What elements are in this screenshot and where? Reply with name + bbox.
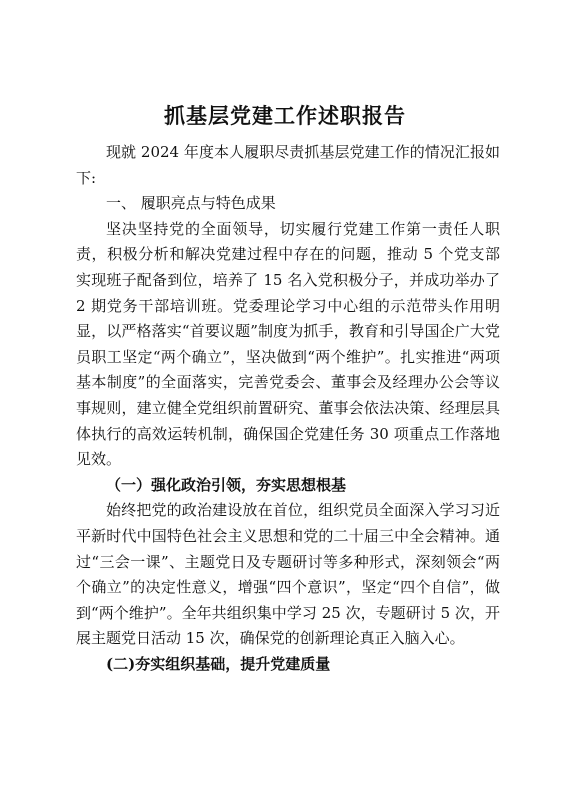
document-title: 抓基层党建工作述职报告: [164, 103, 406, 128]
subsection-heading-2: (二)夯实组织基础，提升党建质量: [106, 654, 331, 673]
section-paragraph-1: 坚决坚持党的全面领导，切实履行党建工作第一责任人职责，积极分析和解决党建过程中存在的问题，推动 5 个党支部实现班子配备到位，培养了 15 名入党积极分子，并成功举办了 2 期党务干部培训班。党委理论学习中心组的示范带头作用明显，以严格落实“首要议题”制度为抓手，教育和引导国企广大党员职工坚定“两个确立”，坚决做到“两个维护”。扎实推进“两项基本制度”的全面落实，完善党委会、董事会及经理办公会等议事规则，建立健全党组织前置研究、董事会依法决策、经理层具体执行的高效运转机制，确保国企党建任务 30 项重点工作落地见效。: [76, 219, 500, 469]
subsection-paragraph-1: 始终把党的政治建设放在首位，组织党员全面深入学习习近平新时代中国特色社会主义思想和党的二十届三中全会精神。通过“三会一课”、主题党日及专题研讨等多种形式，深刻领会“两个确立”的决定性意义，增强“四个意识”，坚定“四个自信”，做到“两个维护”。全年共组织集中学习 25 次，专题研讨 5 次，开展主题党日活动 15 次，确保党的创新理论真正入脑入心。: [76, 501, 500, 648]
subsection-heading-1: （一）强化政治引领，夯实思想根基: [106, 475, 347, 494]
section-heading-1: 一、 履职亮点与特色成果: [106, 194, 276, 213]
document-body: [76, 140, 500, 677]
intro-paragraph: 现就 2024 年度本人履职尽责抓基层党建工作的情况汇报如下:: [76, 143, 500, 187]
